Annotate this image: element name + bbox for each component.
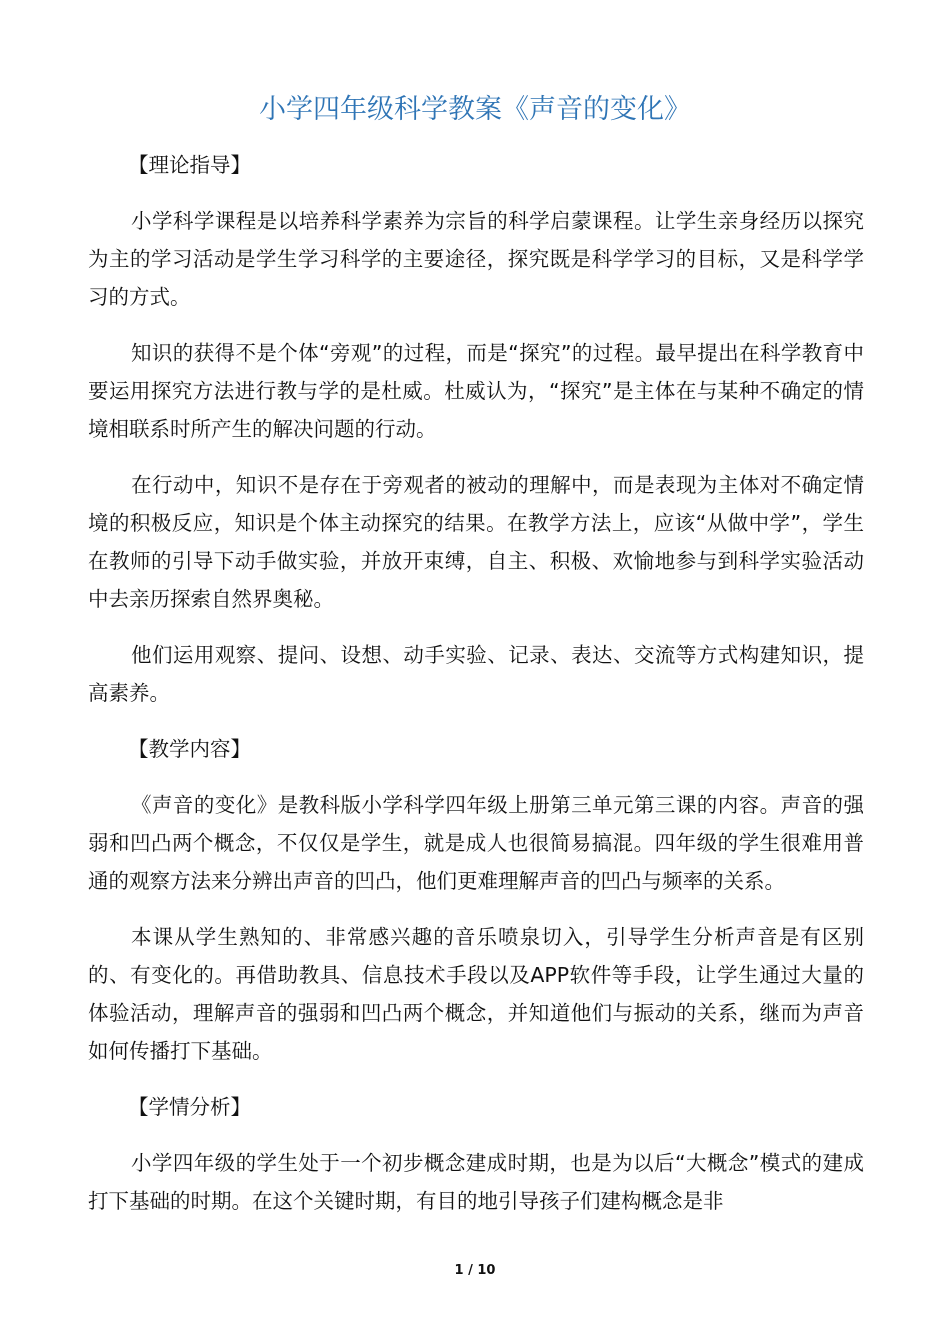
paragraph: 在行动中，知识不是存在于旁观者的被动的理解中，而是表现为主体对不确定情境的积极反应，知识是个体主动探究的结果。在教学方法上，应该“从做中学”，学生在教师的引导下动手做实验，并放开束缚，自主、积极、欢愉地参与到科学实验活动中去亲历探索自然界奥秘。 [88, 473, 864, 611]
paragraph: 小学四年级的学生处于一个初步概念建成时期，也是为以后“大概念”模式的建成打下基础的时期。在这个关键时期，有目的地引导孩子们建构概念是非 [88, 1151, 864, 1213]
paragraph: 他们运用观察、提问、设想、动手实验、记录、表达、交流等方式构建知识，提高素养。 [88, 643, 864, 705]
section-heading-content: 【教学内容】 [128, 737, 251, 761]
section-heading-theory: 【理论指导】 [128, 153, 251, 177]
document-body [88, 146, 864, 1238]
paragraph: 本课从学生熟知的、非常感兴趣的音乐喷泉切入，引导学生分析声音是有区别的、有变化的。再借助教具、信息技术手段以及APP软件等手段，让学生通过大量的体验活动，理解声音的强弱和凹凸两个概念，并知道他们与振动的关系，继而为声音如何传播打下基础。 [88, 925, 864, 1063]
page-indicator: 1 / 10 [454, 1263, 496, 1278]
section-heading-analysis: 【学情分析】 [128, 1095, 251, 1119]
paragraph: 知识的获得不是个体“旁观”的过程，而是“探究”的过程。最早提出在科学教育中要运用探究方法进行教与学的是杜威。杜威认为，“探究”是主体在与某种不确定的情境相联系时所产生的解决问题的行动。 [88, 341, 864, 441]
document-title: 小学四年级科学教案《声音的变化》 [259, 94, 691, 125]
paragraph: 《声音的变化》是教科版小学科学四年级上册第三单元第三课的内容。声音的强弱和凹凸两个概念，不仅仅是学生，就是成人也很简易搞混。四年级的学生很难用普通的观察方法来分辨出声音的凹凸，他们更难理解声音的凹凸与频率的关系。 [88, 793, 864, 893]
paragraph: 小学科学课程是以培养科学素养为宗旨的科学启蒙课程。让学生亲身经历以探究为主的学习活动是学生学习科学的主要途径，探究既是科学学习的目标，又是科学学习的方式。 [88, 209, 864, 309]
